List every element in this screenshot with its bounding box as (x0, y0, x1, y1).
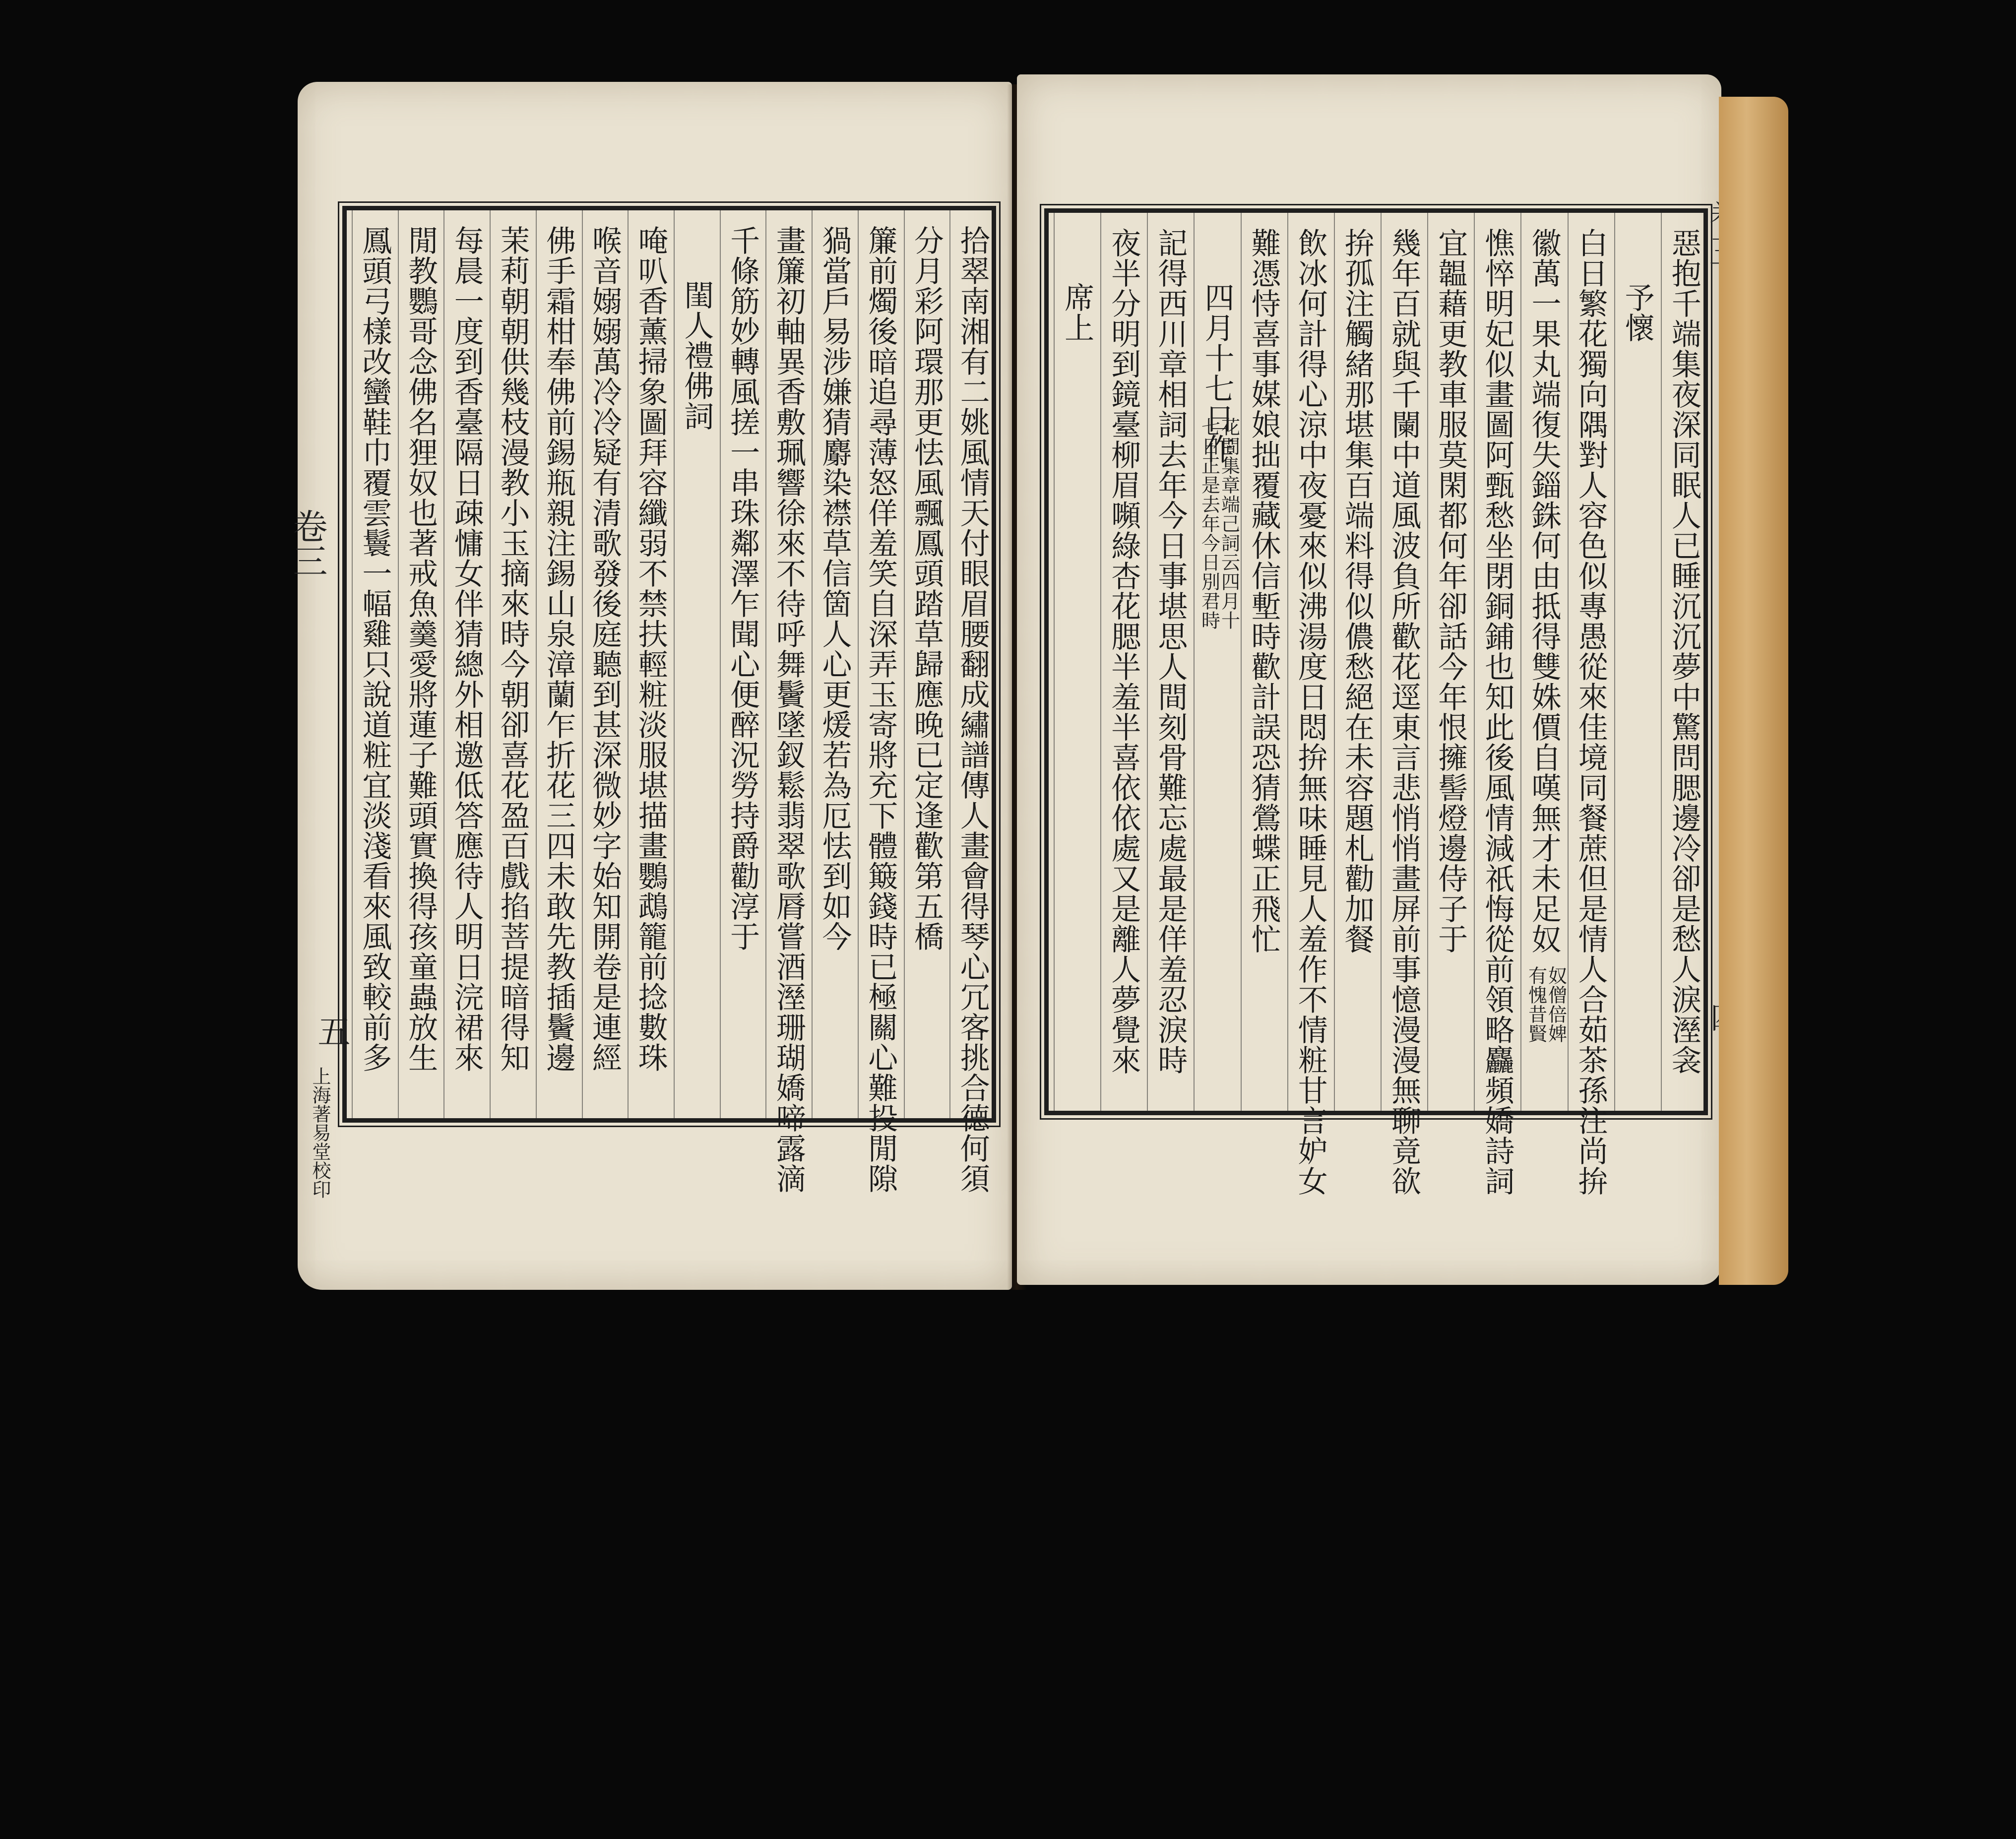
column-rule (1100, 213, 1101, 1111)
column-rule (1241, 213, 1242, 1111)
left-fold-label: 卷三 (287, 508, 328, 578)
text-column: 佛手霜柑奉佛前錫瓶親注錫山泉漳蘭乍折花三四未敢先教插鬢邊 (541, 225, 576, 1073)
text-column: 每晨一度到香臺隔日疎慵女伴猜總外相邀低答應待人明日浣裙來 (449, 225, 484, 1073)
column-rule (720, 210, 721, 1118)
text-column: 分月彩阿環那更怯風飄鳳頭踏草歸應晚已定逢歡第五橋 (909, 225, 944, 951)
column-rule (1334, 213, 1335, 1111)
column-rule (536, 210, 537, 1118)
text-column: 難憑恃喜事媒娘拙覆藏休信塹時歡計誤恐猜鶯蝶正飛忙 (1246, 228, 1281, 954)
left-page (287, 82, 1012, 1290)
column-rule (1520, 213, 1521, 1111)
column-rule (858, 210, 859, 1118)
column-rule (443, 210, 444, 1118)
text-column: 猧當戶易涉嫌猜麝染襟草信箇人心更煖若為厄怯到如今 (817, 225, 852, 951)
left-text-frame (342, 206, 996, 1194)
text-column: 千條筋妙轉風搓一串珠鄰澤乍聞心便醉況勞持爵勸淳于 (725, 225, 760, 951)
column-rule (1474, 213, 1475, 1111)
column-rule (1661, 213, 1662, 1111)
column-rule (765, 210, 766, 1118)
text-column: 畫簾初軸異香敷珮響徐來不待呼舞鬢墜釵鬆翡翠歌脣嘗酒溼珊瑚嬌啼露滴 (771, 225, 806, 1194)
text-column: 閒教鸚哥念佛名狸奴也著戒魚羹愛將蓮子難頭實換得孩童蟲放生 (403, 225, 439, 1073)
column-rule (674, 210, 675, 1118)
text-column: 席上 (1060, 282, 1095, 343)
annotation-note: 花間集章端己詞云四月十 (1218, 417, 1240, 630)
text-column: 唵叭香薰掃象圖拜容纖弱不禁扶輕粧淡服堪描畫鸚鵡籠前捻數珠 (633, 225, 668, 1073)
right-page (1017, 74, 1721, 1285)
column-rule (582, 210, 583, 1118)
text-column: 鳳頭弓樣改蠻鞋巾覆雲鬟一幅雞只說道粧宜淡淺看來風致較前多 (357, 225, 392, 1073)
column-rule (1147, 213, 1148, 1111)
column-rule (490, 210, 491, 1118)
column-rule (1054, 213, 1055, 1111)
text-column: 喉音嫋嫋萬冷冷疑有清歌發後庭聽到甚深微妙字始知開卷是連經 (587, 225, 622, 1073)
column-rule (812, 210, 813, 1118)
column-rule (1568, 213, 1569, 1111)
text-column: 白日繁花獨向隅對人容色似專愚從來佳境同餐蔗但是情人合茹茶孫注尚拚 (1573, 228, 1608, 1196)
text-column: 宜韞藉更教車服莫閑都何年卻話今年恨擁髻燈邊侍子于 (1433, 228, 1468, 954)
text-column: 予懷 (1620, 282, 1655, 343)
column-rule (1427, 213, 1428, 1111)
column-rule (904, 210, 905, 1118)
column-rule (1194, 213, 1195, 1111)
text-column: 記得西川章相詞去年今日事堪思人間刻骨難忘處最是佯羞忍淚時 (1153, 228, 1188, 1075)
open-book (278, 74, 1786, 1290)
column-rule (1381, 213, 1382, 1111)
right-text-frame (1044, 208, 1708, 1196)
annotation-note: 有愧昔賢 (1525, 966, 1547, 1043)
column-rule (352, 210, 353, 1118)
text-column: 幾年百就與千闌中道風波負所歡花逕東言悲悄悄畫屏前事憶漫漫無聊竟欲 (1386, 228, 1422, 1196)
text-column: 簾前燭後暗追尋薄怒佯羞笑自深弄玉寄將充下體簸錢時已極關心難投閒隙 (863, 225, 898, 1194)
publisher-imprint: 上海著易堂校印 (309, 1067, 331, 1199)
column-rule (628, 210, 629, 1118)
text-column: 夜半分明到鏡臺柳眉嚬綠杏花腮半羞半喜依依處又是離人夢覺來 (1106, 228, 1141, 1075)
annotation-note: 奴僧倍婢 (1545, 966, 1567, 1043)
column-rule (1287, 213, 1288, 1111)
text-column: 惡抱千端集夜深同眠人已睡沉沉夢中驚問腮邊冷卻是愁人淚溼衾 (1666, 228, 1701, 1075)
column-rule (949, 210, 950, 1118)
text-column: 飲冰何計得心涼中夜憂來似沸湯度日悶拚無味睡見人羞作不情粧甘言妒女 (1293, 228, 1328, 1196)
column-rule (398, 210, 399, 1118)
text-column: 拾翠南湘有二姚風情天付眼眉腰翻成繡譜傳人畫會得琴心冗客挑合德何須 (955, 225, 990, 1194)
text-column: 徽萬一果丸端復失錙銖何由抵得雙姝價自嘆無才未足奴 (1526, 228, 1562, 954)
left-page-number: 五 (312, 1015, 350, 1047)
text-column: 四月十七日作 (1199, 282, 1235, 464)
annotation-note: 七日正是去年今日別君時 (1198, 417, 1220, 630)
text-column: 茉莉朝朝供幾枝漫教小玉摘來時今朝卻喜花盈百戲掐菩提暗得知 (495, 225, 530, 1073)
page-edges (1719, 97, 1788, 1285)
column-rule (1614, 213, 1615, 1111)
text-column: 閨人禮佛詞 (679, 280, 714, 431)
text-column: 憔悴明妃似畫圖阿甄愁坐閉銅鋪也知此後風情減祇悔從前領略麤頻嬌詩詞 (1480, 228, 1515, 1196)
text-column: 拚孤注觸緒那堪集百端料得似儂愁絕在未容題札勸加餐 (1339, 228, 1375, 954)
